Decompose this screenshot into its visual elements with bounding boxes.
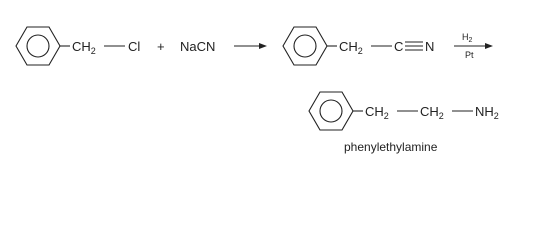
product-ch2a-label: $CH_2$ [365,104,389,121]
condition-platinum: Pt [465,50,474,60]
reaction-arrow-2 [454,43,493,49]
nitrile-carbon-label: C [394,39,404,54]
benzene-ring-reactant [16,27,60,65]
plus-sign: + [157,39,165,54]
triple-bond [405,42,423,50]
condition-hydrogen: $H_2$ [462,32,473,44]
benzyl-ch2-label: $CH_2$ [72,39,96,56]
intermediate-ch2-label: $CH_2$ [339,39,363,56]
product-name: phenylethylamine [344,140,438,154]
benzene-ring-product [309,92,353,130]
product-ch2b-label: $CH_2$ [420,104,444,121]
sodium-cyanide-label: NaCN [180,39,216,54]
amine-label: $NH_2$ [475,104,499,121]
chlorine-label: Cl [128,39,141,54]
nitrile-nitrogen-label: N [425,39,435,54]
benzene-ring-intermediate [283,27,327,65]
reaction-arrow-1 [234,43,267,49]
